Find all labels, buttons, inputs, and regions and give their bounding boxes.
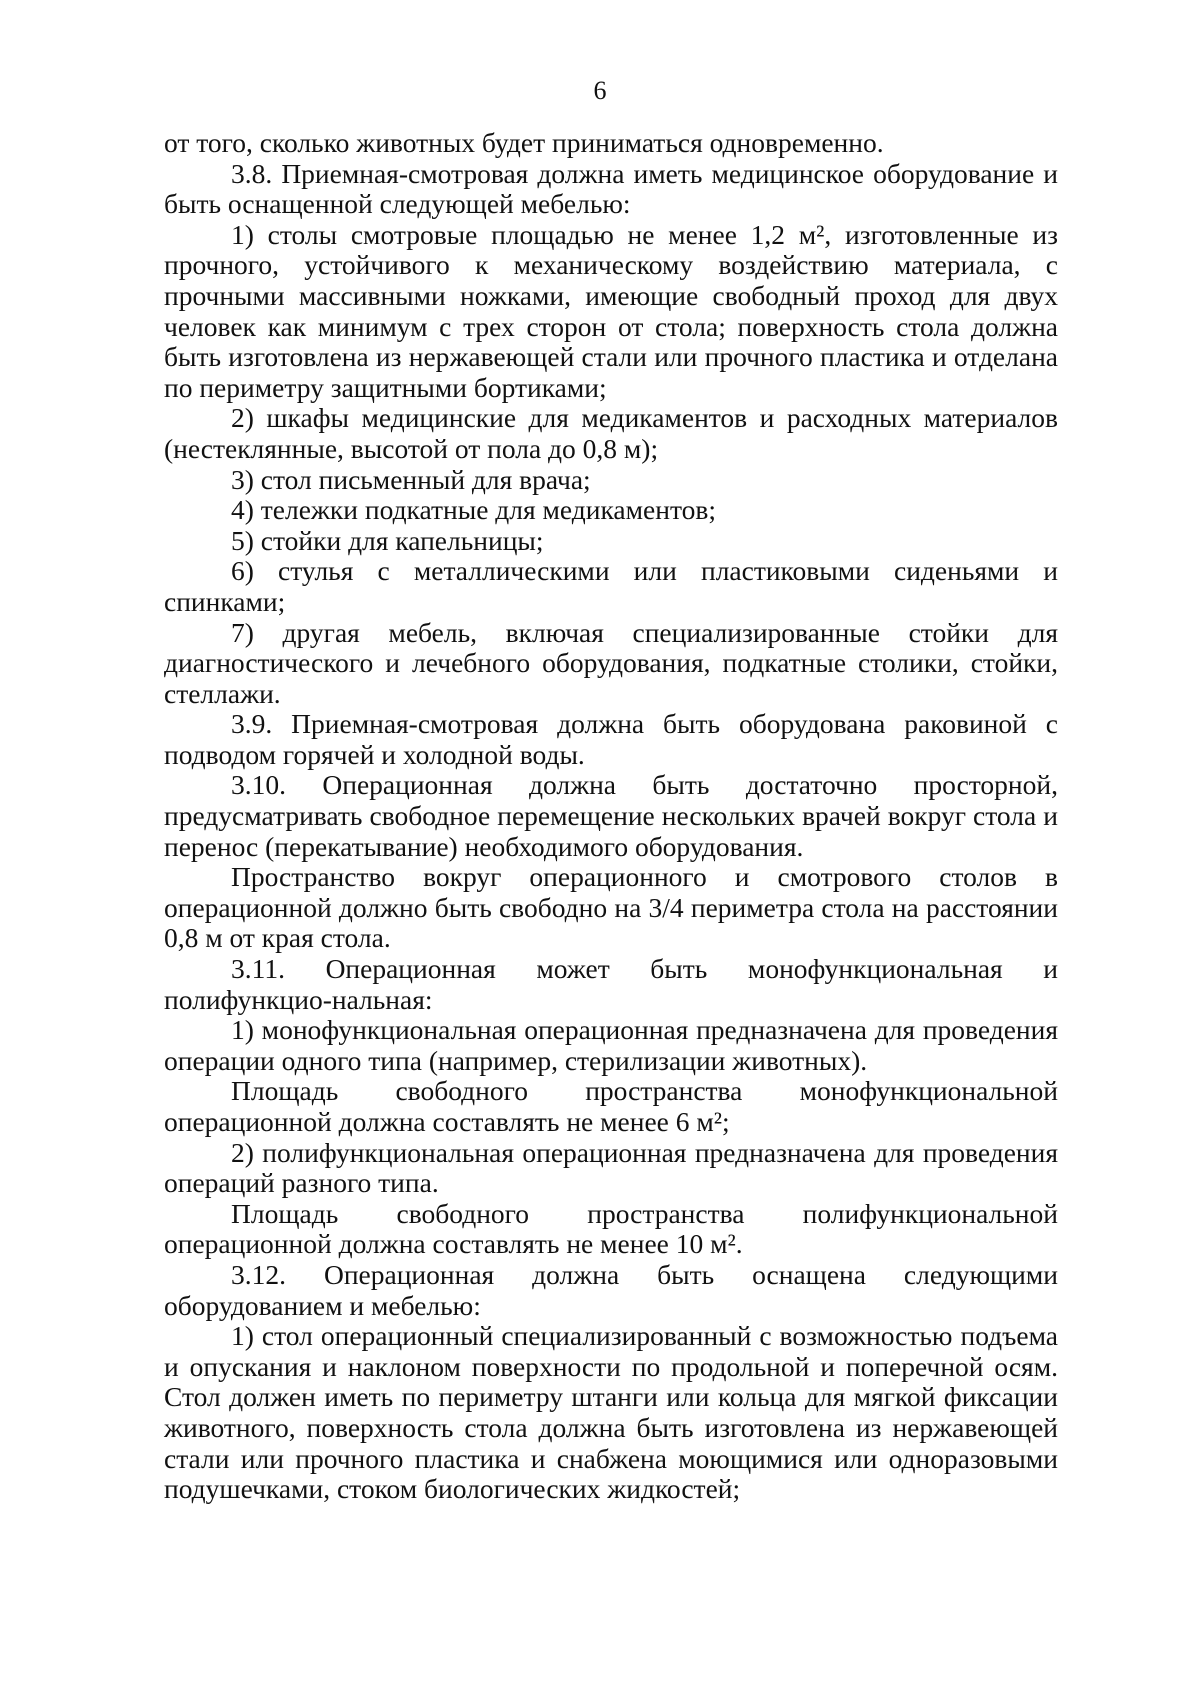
list-item-operating-table: 1) стол операционный специализированный с возможностью подъема и опускания и наклоном поверхности по продольной и поперечной осям. Стол должен иметь по периметру штанги или кольца для мягкой фиксации животного, поверхность стола должна быть изготовлена из нержавеющей стали или прочного пластика и снабжена моющимися или одноразовыми подушечками, стоком биологических жидкостей; (164, 1320, 1058, 1505)
paragraph-3-8: 3.8. Приемная-смотровая должна иметь медицинское оборудование и быть оснащенной следующей мебелью: (164, 157, 1058, 220)
list-item-other-furniture: 7) другая мебель, включая специализированные стойки для диагностического и лечебного оборудования, подкатные столики, стойки, стеллажи. (164, 616, 1058, 709)
paragraph-3-9: 3.9. Приемная-смотровая должна быть оборудована раковиной с подводом горячей и холодной воды. (164, 708, 1058, 770)
list-item-exam-tables: 1) столы смотровые площадью не менее 1,2 м², изготовленные из прочного, устойчивого к механическому воздействию материала, с прочными массивными ножками, имеющие свободный проход для двух человек как минимум с трех сторон от стола; поверхность стола должна быть изготовлена из нержавеющей стали или прочного пластика и отделана по периметру защитными бортиками; (164, 218, 1058, 403)
page-number: 6 (593, 76, 607, 105)
list-item-desk: 3) стол письменный для врача; (231, 463, 591, 495)
list-item-medical-cabinets: 2) шкафы медицинские для медикаментов и расходных материалов (нестеклянные, высотой от пола до 0,8 м); (164, 402, 1058, 464)
list-item-drip-stands: 5) стойки для капельницы; (231, 524, 544, 556)
paragraph-3-12: 3.12. Операционная должна быть оснащена следующими оборудованием и мебелью: (164, 1258, 1058, 1321)
list-item-chairs: 6) стулья с металлическими или пластиковыми сиденьями и спинками; (164, 555, 1058, 617)
list-item-monofunctional: 1) монофункциональная операционная предназначена для проведения операции одного типа (например, стерилизации животных). (164, 1014, 1058, 1076)
paragraph-space-around-table: Пространство вокруг операционного и смотрового столов в операционной должно быть свободно на 3/4 периметра стола на расстоянии 0,8 м от края стола. (164, 861, 1058, 954)
document-body (164, 128, 1058, 1505)
paragraph-continuation: от того, сколько животных будет приниматься одновременно. (164, 127, 884, 158)
list-item-trolleys: 4) тележки подкатные для медикаментов; (231, 494, 716, 526)
paragraph-3-10: 3.10. Операционная должна быть достаточно просторной, предусматривать свободное перемещение нескольких врачей вокруг стола и перенос (перекатывание) необходимого оборудования. (164, 769, 1058, 862)
paragraph-monofunctional-area: Площадь свободного пространства монофункциональной операционной должна составлять не менее 6 м²; (164, 1075, 1058, 1137)
paragraph-polyfunctional-area: Площадь свободного пространства полифункциональной операционной должна составлять не менее 10 м². (164, 1197, 1058, 1260)
list-item-polyfunctional: 2) полифункциональная операционная предназначена для проведения операций разного типа. (164, 1136, 1058, 1199)
paragraph-3-11: 3.11. Операционная может быть монофункциональная и полифункцио-нальная: (164, 953, 1058, 1015)
